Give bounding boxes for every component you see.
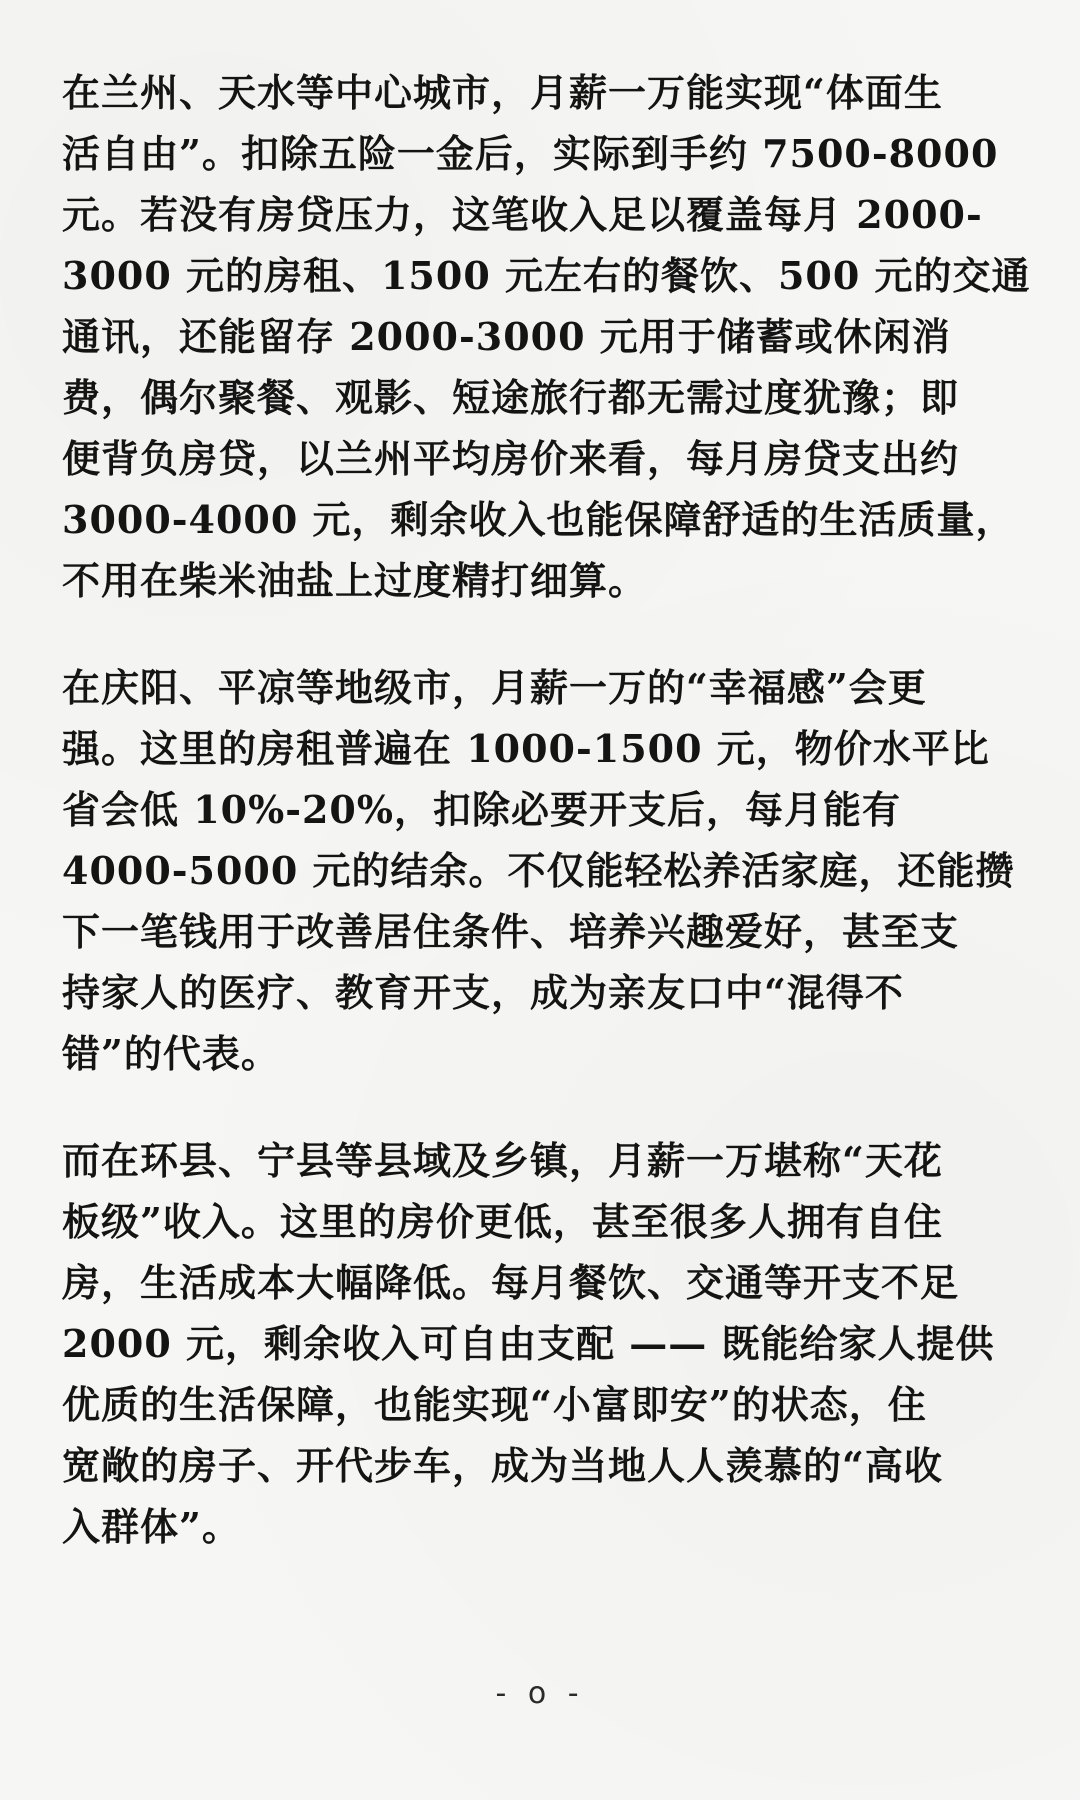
end-of-article-mark: - o - — [495, 1676, 585, 1711]
text-line: 通讯，还能留存 2000-3000 元用于储蓄或休闲消 — [62, 314, 951, 359]
text-line: 板级”收入。这里的房价更低，甚至很多人拥有自住 — [62, 1199, 943, 1244]
text-line: 3000-4000 元，剩余收入也能保障舒适的生活质量， — [62, 497, 1015, 542]
text-line: 宽敞的房子、开代步车，成为当地人人羡慕的“高收 — [62, 1443, 943, 1488]
text-line: 费，偶尔聚餐、观影、短途旅行都无需过度犹豫；即 — [62, 375, 960, 420]
text-line: 省会低 10%-20%，扣除必要开支后，每月能有 — [62, 787, 901, 832]
text-line: 元。若没有房贷压力，这笔收入足以覆盖每月 2000- — [62, 192, 983, 237]
paragraph-city-center — [62, 62, 1031, 611]
text-line: 不用在柴米油盐上过度精打细算。 — [62, 558, 648, 603]
text-line: 活自由”。扣除五险一金后，实际到手约 7500-8000 — [62, 131, 999, 176]
paragraph-county-town — [62, 1130, 1022, 1557]
article-body — [62, 62, 1031, 1603]
text-line: 错”的代表。 — [62, 1031, 280, 1076]
text-line: 入群体”。 — [62, 1504, 241, 1549]
text-line: 下一笔钱用于改善居住条件、培养兴趣爱好，甚至支 — [62, 909, 960, 954]
text-line: 强。这里的房租普遍在 1000-1500 元，物价水平比 — [62, 726, 990, 771]
text-line: 而在环县、宁县等县域及乡镇，月薪一万堪称“天花 — [62, 1138, 943, 1183]
text-line: 房，生活成本大幅降低。每月餐饮、交通等开支不足 — [62, 1260, 960, 1305]
text-line: 4000-5000 元的结余。不仅能轻松养活家庭，还能攒 — [62, 848, 1015, 893]
text-line: 便背负房贷，以兰州平均房价来看，每月房贷支出约 — [62, 436, 960, 481]
text-line: 在庆阳、平凉等地级市，月薪一万的“幸福感”会更 — [62, 665, 927, 710]
text-line: 持家人的医疗、教育开支，成为亲友口中“混得不 — [62, 970, 904, 1015]
text-line: 在兰州、天水等中心城市，月薪一万能实现“体面生 — [62, 70, 943, 115]
text-line: 2000 元，剩余收入可自由支配 —— 既能给家人提供 — [62, 1321, 995, 1366]
paragraph-prefecture-city — [62, 657, 1022, 1084]
text-line: 优质的生活保障，也能实现“小富即安”的状态，住 — [62, 1382, 927, 1427]
text-line: 3000 元的房租、1500 元左右的餐饮、500 元的交通 — [62, 253, 1031, 298]
